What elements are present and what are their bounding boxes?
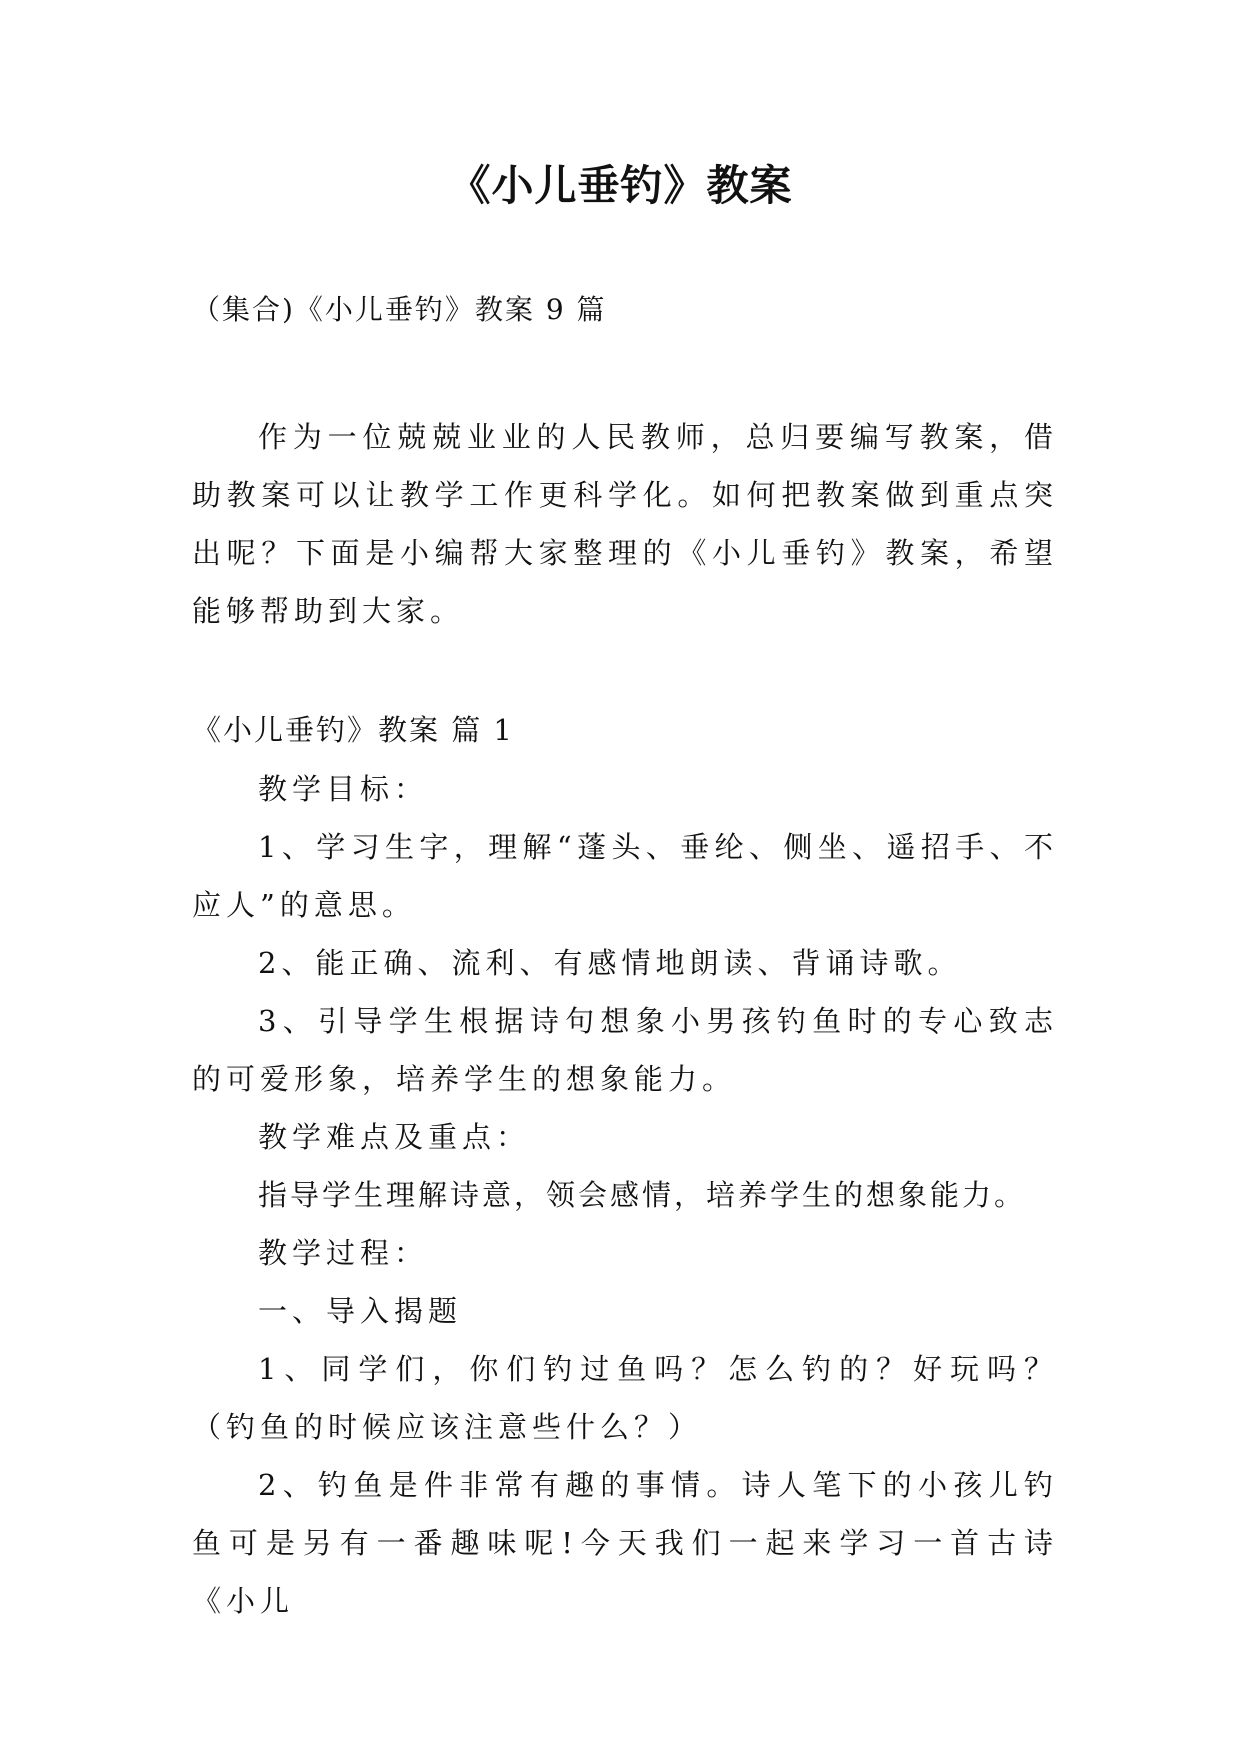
paragraph-goal-1: 1、学习生字，理解“蓬头、垂纶、侧坐、遥招手、不应人”的意思。 <box>192 830 1058 922</box>
paragraph-process-label: 教学过程： <box>258 1236 429 1270</box>
paragraph-teaching-goals-label: 教学目标： <box>258 772 429 806</box>
section-heading: 《小儿垂钓》教案 篇 1 <box>192 713 514 747</box>
paragraph-goal-3: 3、引导学生根据诗句想象小男孩钓鱼时的专心致志的可爱形象，培养学生的想象能力。 <box>192 1004 1058 1096</box>
section-body <box>192 700 1058 1630</box>
document-title: 《小儿垂钓》教案 <box>448 161 793 210</box>
paragraph-step-1: 1、同学们，你们钓过鱼吗？怎么钓的？好玩吗？（钓鱼的时候应该注意些什么？） <box>192 1352 1058 1444</box>
intro-paragraph: 作为一位兢兢业业的人民教师，总归要编写教案，借助教案可以让教学工作更科学化。如何把教案做到重点突出呢？下面是小编帮大家整理的《小儿垂钓》教案，希望能够帮助到大家。 <box>192 420 1058 628</box>
document-subtitle: （集合)《小儿垂钓》教案 9 篇 <box>192 293 607 326</box>
paragraph-key-points-label: 教学难点及重点： <box>258 1120 531 1154</box>
paragraph-goal-2: 2、能正确、流利、有感情地朗读、背诵诗歌。 <box>258 946 962 980</box>
paragraph-step-heading: 一、导入揭题 <box>258 1294 463 1328</box>
paragraph-step-2: 2、钓鱼是件非常有趣的事情。诗人笔下的小孩儿钓鱼可是另有一番趣味呢!今天我们一起来学习一首古诗《小儿 <box>192 1468 1058 1618</box>
paragraph-key-points: 指导学生理解诗意，领会感情，培养学生的想象能力。 <box>258 1178 1027 1212</box>
